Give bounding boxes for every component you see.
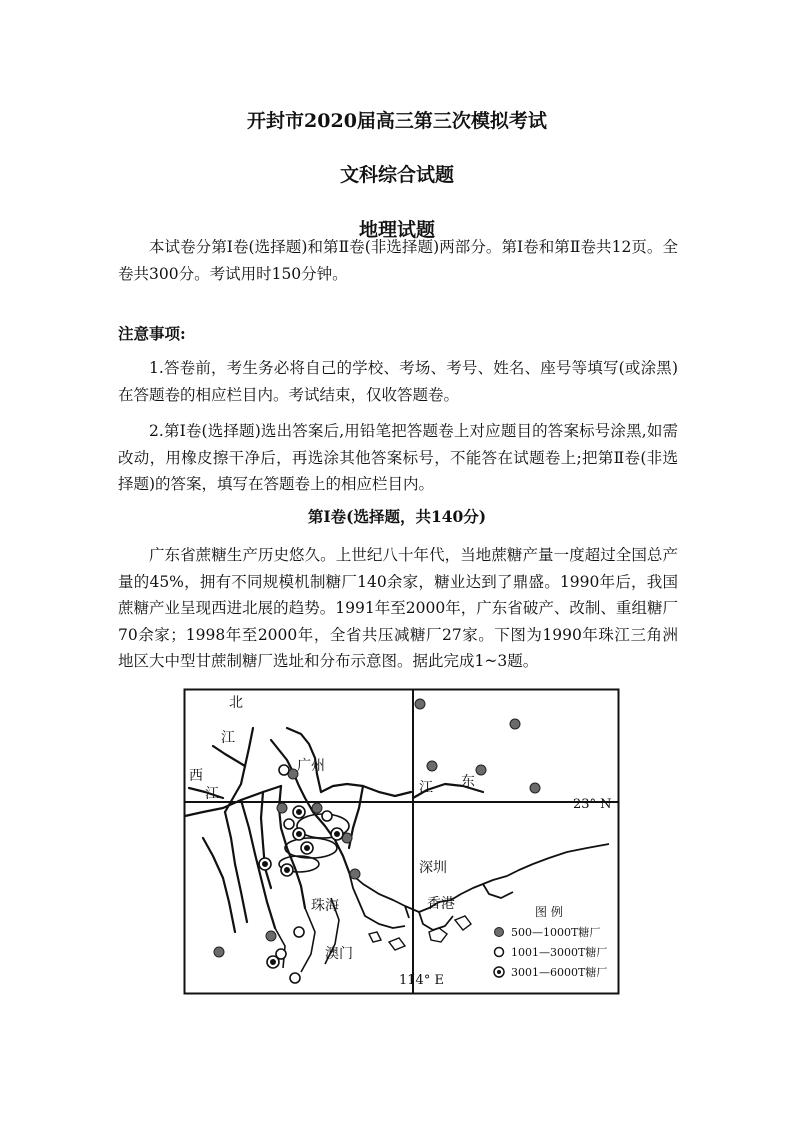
legend-item-large: 3001—6000T糖厂 <box>511 966 608 979</box>
legend-small-marker <box>495 928 504 937</box>
label-jiang-north: 江 <box>221 730 235 746</box>
legend-medium-marker <box>495 948 504 957</box>
legend-item-small: 500—1000T糖厂 <box>511 926 601 939</box>
part1-title: 第Ⅰ卷(选择题，共140分) <box>307 507 487 526</box>
mills-small <box>214 699 540 957</box>
label-xianggang: 香港 <box>427 896 455 912</box>
label-zhuhai: 珠海 <box>311 898 339 914</box>
label-jiang-west: 江 <box>205 786 219 802</box>
label-aomen: 澳门 <box>325 946 353 962</box>
notice-item-1: 1.答卷前，考生务必将自己的学校、考场、考号、姓名、座号等填写(或涂黑)在答题卷的相应栏目内。考试结束，仅收答题卷。 <box>118 359 678 404</box>
legend-large-marker-dot <box>497 970 501 974</box>
notice-heading: 注意事项: <box>118 324 186 343</box>
label-bei: 北 <box>229 695 243 711</box>
label-shenzhen: 深圳 <box>419 860 447 876</box>
exam-title: 开封市2020届高三第三次模拟考试 <box>247 110 547 132</box>
map-legend <box>494 904 607 979</box>
section-title: 地理试题 <box>358 219 435 241</box>
label-jiang-east: 江 <box>419 780 433 796</box>
label-lat: 23° N <box>573 797 612 812</box>
label-guangzhou: 广州 <box>297 758 325 774</box>
legend-item-medium: 1001—3000T糖厂 <box>511 946 608 959</box>
pearl-river-delta-map <box>183 688 621 996</box>
label-xi: 西 <box>189 768 203 784</box>
question-stem: 广东省蔗糖生产历史悠久。上世纪八十年代，当地蔗糖产量一度超过全国总产量的45%，拥有不同规模机制糖厂140余家，糖业达到了鼎盛。1990年后，我国蔗糖产业呈现西进北展的趋势。1991年至2000年，广东省破产、改制、重组糖厂70余家；1998年至2000年，全省共压减糖厂27家。下图为1990年珠江三角洲地区大中型甘蔗制糖厂选址和分布示意图。据此完成1~3题。 <box>118 546 679 670</box>
legend-title: 图 例 <box>535 905 563 919</box>
exam-subtitle: 文科综合试题 <box>339 164 454 186</box>
notice-item-2: 2.第Ⅰ卷(选择题)选出答案后,用铅笔把答题卷上对应题目的答案标号涂黑,如需改动，用橡皮擦干净后，再选涂其他答案标号，不能答在试题卷上;把第Ⅱ卷(非选择题)的答案，填写在答题卷上的相应栏目内。 <box>118 422 678 493</box>
intro-paragraph: 本试卷分第Ⅰ卷(选择题)和第Ⅱ卷(非选择题)两部分。第Ⅰ卷和第Ⅱ卷共12页。全卷共300分。考试用时150分钟。 <box>118 238 678 283</box>
coastline <box>349 844 609 930</box>
islands <box>369 916 471 950</box>
label-lon: 114° E <box>399 973 444 988</box>
label-dong: 东 <box>461 774 475 790</box>
